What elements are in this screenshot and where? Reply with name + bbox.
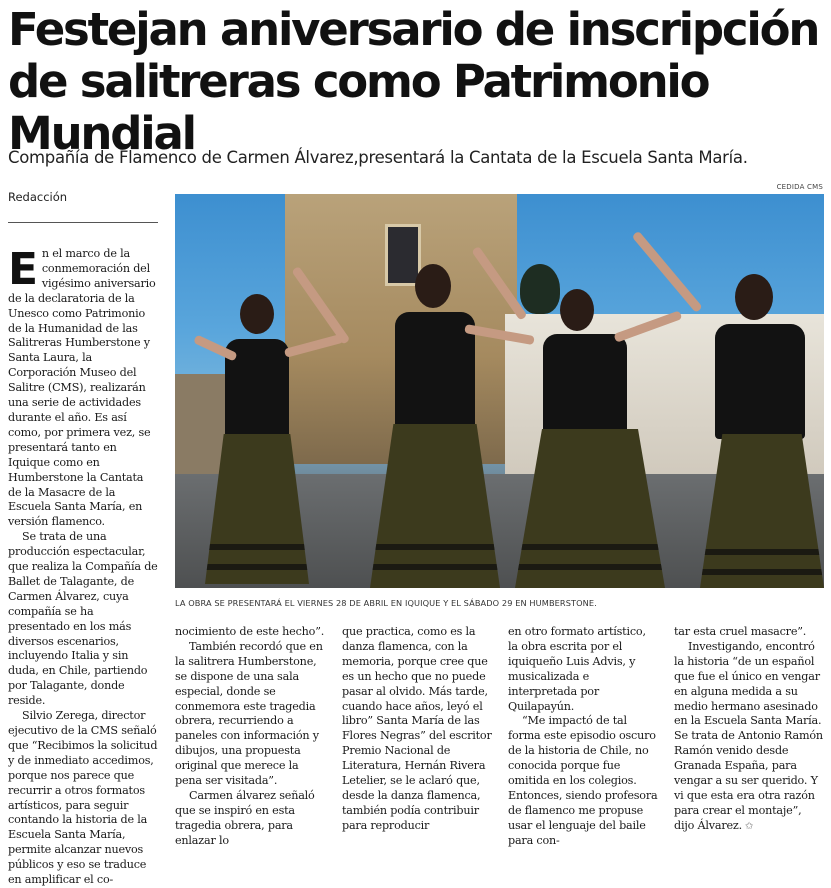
article-photo (175, 194, 824, 588)
dancer-1 (195, 294, 315, 588)
paragraph: Silvio Zerega, director ejecutivo de la CMS señaló que “Recibimos la solicitud y de inmediato accedimos, porque nos parece que recurrir a otros formatos artísticos, para seguir contando la historia de la Escuela Santa María, permite alcanzar nuevos públicos y eso se traduce en amplificar el co- (8, 709, 158, 887)
article-column-1 (8, 244, 158, 888)
paragraph: que practica, como es la danza flamenca, con la memoria, porque cree que es un hecho que no puede pasar al olvido. Más tarde, cuando hace años, leyó el libro” Santa María de las Flores Negras” del escritor Premio Nacional de Literatura, Hernán Rivera Letelier, se le aclaró que, desde la danza flamenca, también podía contribuir para reproducir (342, 625, 492, 832)
photo-credit: CEDIDA CMS (776, 183, 823, 191)
byline: Redacción (8, 190, 68, 204)
paragraph: Se trata de una producción espectacular, que realiza la Compañía de Ballet de Talagante, de Carmen Álvarez, cuya compañía se ha presentado en los más diversos escenarios, incluyendo Italia y sin duda, en Chile, partiendo por Talagante, donde reside. (8, 530, 158, 708)
paragraph: “Me impactó de tal forma este episodio oscuro de la historia de Chile, no conocida porque fue omitida en los colegios. Entonces, siendo profesora de flamenco me propuse usar el lenguaje del baile para con- (508, 714, 658, 847)
dancer-2 (365, 264, 505, 588)
paragraph: tar esta cruel masacre”. (674, 625, 807, 638)
paragraph-text: Investigando, encontró la historia “de un español que fue el único en vengar en alguna medida a su medio hermano asesinado en la Escuela Santa María. Se trata de Antonio Ramón Ramón venido desde Granada España, para vengar a su ser querido. Y vi que esta era otra razón para crear el montaje”, dijo Álvarez. (674, 639, 823, 832)
paragraph: en otro formato artístico, la obra escrita por el iquiqueño Luis Advis, y musicalizada e interpretada por Quilapayún. (508, 625, 646, 713)
paragraph: Carmen álvarez señaló que se inspiró en esta tragedia obrera, para enlazar lo (175, 788, 315, 847)
end-of-article-icon: ✩ (744, 820, 754, 832)
paragraph: nocimiento de este hecho”. (175, 625, 325, 638)
drop-cap: E (8, 244, 38, 295)
article-column-4 (508, 625, 658, 849)
subheadline: Compañía de Flamenco de Carmen Álvarez,presentará la Cantata de la Escuela Santa María. (8, 148, 748, 167)
byline-divider (8, 222, 158, 223)
paragraph (674, 640, 824, 835)
article-column-2 (175, 625, 325, 849)
dancer-4 (695, 274, 824, 588)
photo-caption: LA OBRA SE PRESENTARÁ EL VIERNES 28 DE ABRIL EN IQUIQUE Y EL SÁBADO 29 EN HUMBERSTONE. (175, 598, 597, 608)
paragraph: También recordó que en la salitrera Humberstone, se dispone de una sala especial, donde se conmemora este tragedia obrera, recurriendo a paneles con información y dibujos, una propuesta original que merece la pena ser visitada”. (175, 639, 323, 788)
paragraph: n el marco de la conmemoración del vigésimo aniversario de la declaratoria de la Unesco como Patrimonio de la Humanidad de las Salitreras Humberstone y Santa Laura, la Corporación Museo del Salitre (CMS), realizarán una serie de actividades durante el año. Es así como, por primera vez, se presentará tanto en Iquique como en Humberstone la Cantata de la Masacre de la Escuela Santa María, en versión flamenco. (8, 247, 156, 529)
headline: Festejan aniversario de inscripción de salitreras como Patrimonio Mundial (8, 3, 819, 160)
article-column-3 (342, 625, 492, 834)
dancer-3 (515, 289, 665, 588)
article-column-5 (674, 625, 824, 835)
